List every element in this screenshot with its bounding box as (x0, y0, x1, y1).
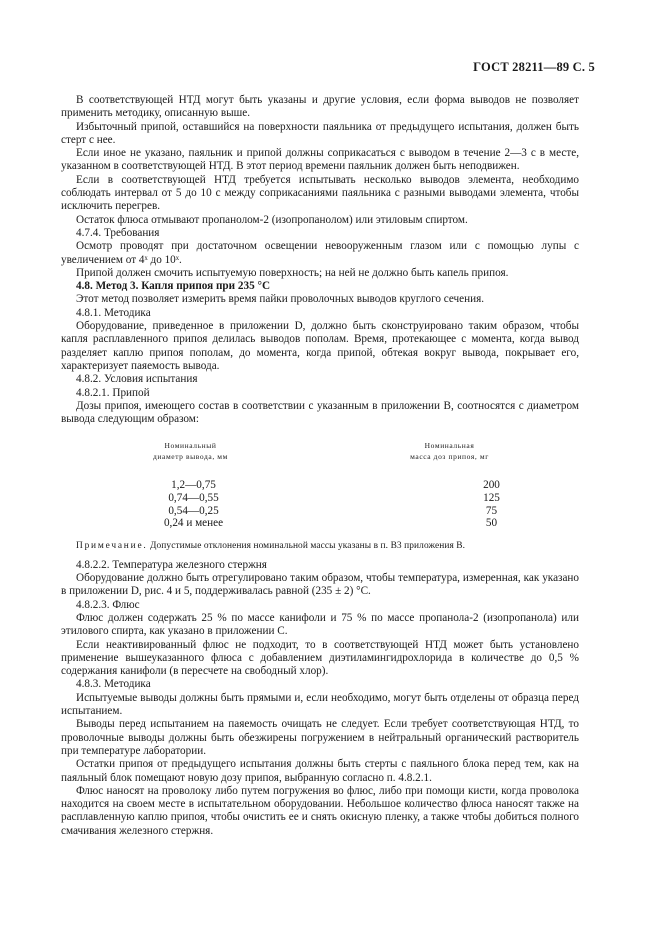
paragraph: Если неактивированный флюс не подходит, то в соответствующей НТД может быть установлено применение вышеуказанного флюса с добавлением диэтиламингидрохлорида в количестве до 0,5 % содержания канифоли (в пересчете на свободный хлор). (61, 638, 579, 678)
paragraph: Испытуемые выводы должны быть прямыми и, если необходимо, могут быть отделены от образца перед испытанием. (61, 691, 579, 718)
paragraph: Остатки припоя от предыдущего испытания должны быть стерты с паяльного блока перед тем, как на паяльный блок помещают новую дозу припоя, выбранную согласно п. 4.8.2.1. (61, 758, 579, 784)
mass-header-line-1: Номинальная (424, 441, 475, 451)
section-heading: 4.8.3. Методика (76, 678, 151, 691)
table-note (61, 540, 579, 552)
page-header: ГОСТ 28211—89 С. 5 (473, 60, 595, 74)
mass-cell: 50 (485, 517, 498, 530)
paragraph: Флюс должен содержать 25 % по массе канифоли и 75 % по массе пропанола-2 (изопропанола) или этилового спирта, как указано в приложении С. (61, 611, 579, 638)
paragraph: Дозы припоя, имеющего состав в соответствии с указанным в приложении В, соотносятся с диаметром вывода следующим образом: (61, 399, 579, 426)
diameter-column (61, 440, 320, 529)
mass-cell: 125 (483, 492, 500, 505)
paragraph: Флюс наносят на проволоку либо путем погружения во флюс, либо при помощи кисти, когда проволока находится на своем месте в испытательном оборудовании. Небольшое количество флюса наносят также на расплавленную каплю припоя, чтобы очистить ее и снять окисную пленку, а также чтобы добиться полного смачивания железного стержня. (61, 784, 579, 837)
diameter-cell: 1,2—0,75 (171, 479, 216, 492)
paragraph: Остаток флюса отмывают пропанолом-2 (изопропанолом) или этиловым спиртом. (76, 213, 468, 226)
section-heading: 4.8.1. Методика (76, 306, 151, 319)
section-heading: 4.7.4. Требования (76, 226, 160, 239)
top-paragraphs (61, 94, 579, 426)
paragraph: Если в соответствующей НТД требуется испытывать несколько выводов элемента, необходимо соблюдать интервал от 5 до 10 с между соприкасаниями паяльника с разными выводами элемента, чтобы исключить перегрев. (61, 173, 579, 213)
diameter-header-line-1: Номинальный (164, 441, 217, 451)
mass-column (320, 440, 579, 529)
paragraph: Оборудование должно быть отрегулировано таким образом, чтобы температура, измеренная, как указано в приложении D, рис. 4 и 5, поддерживалась равной (235 ± 2) °С. (61, 572, 579, 598)
mass-cell: 200 (483, 479, 500, 492)
mass-column-header (320, 440, 579, 462)
document-body (61, 94, 579, 838)
note-label: Примечание. (76, 540, 148, 551)
paragraph: В соответствующей НТД могут быть указаны и другие условия, если форма выводов не позволяет применить методику, описанную выше. (61, 94, 579, 120)
note-text: Допустимые отклонения номинальной массы указаны в п. В3 приложения В. (147, 540, 466, 551)
bottom-paragraphs (61, 559, 579, 838)
paragraph: Этот метод позволяет измерить время пайки проволочных выводов круглого сечения. (76, 293, 485, 306)
diameter-cell: 0,74—0,55 (168, 492, 219, 505)
paragraph: Осмотр проводят при достаточном освещении невооруженным глазом или с помощью лупы с увеличением от 4ˣ до 10ˣ. (61, 240, 579, 266)
diameter-header-line-2: диаметр вывода, мм (152, 452, 229, 462)
paragraph: Припой должен смочить испытуемую поверхность; на ней не должно быть капель припоя. (76, 266, 509, 279)
section-heading: 4.8.2.1. Припой (76, 386, 150, 399)
mass-header-line-2: масса доз припоя, мг (410, 452, 489, 462)
diameter-cell: 0,24 и менее (163, 517, 224, 530)
section-heading: 4.8. Метод 3. Капля припоя при 235 °С (76, 280, 271, 293)
paragraph: Избыточный припой, оставшийся на поверхности паяльника от предыдущего испытания, должен быть стерт с нее. (61, 120, 579, 146)
dose-table (61, 440, 579, 529)
section-heading: 4.8.2. Условия испытания (76, 373, 198, 386)
paragraph: Оборудование, приведенное в приложении D, должно быть сконструировано таким образом, чтобы капля расплавленного припоя делилась выводов пополам. Время, протекающее с момента, когда вывод разделяет каплю припоя пополам, до момента, когда припой, обтекая вокруг вывода, покрывает его, характеризует паяемость вывода. (61, 320, 579, 372)
paragraph: Если иное не указано, паяльник и припой должны соприкасаться с выводом в течение 2—3 с в месте, указанном в соответствующей НТД. В этот период времени паяльник должен быть неподвижен. (61, 147, 579, 173)
section-heading: 4.8.2.3. Флюс (76, 598, 140, 611)
diameter-cell: 0,54—0,25 (168, 504, 219, 517)
diameter-column-header (61, 440, 320, 462)
mass-cell: 75 (485, 504, 498, 517)
paragraph: Выводы перед испытанием на паяемость очищать не следует. Если требует соответствующая НТД, то проволочные выводы должны быть обезжирены погружением в нейтральный органический растворитель при температуре лаборатории. (61, 718, 579, 757)
section-heading: 4.8.2.2. Температура железного стержня (76, 558, 267, 571)
